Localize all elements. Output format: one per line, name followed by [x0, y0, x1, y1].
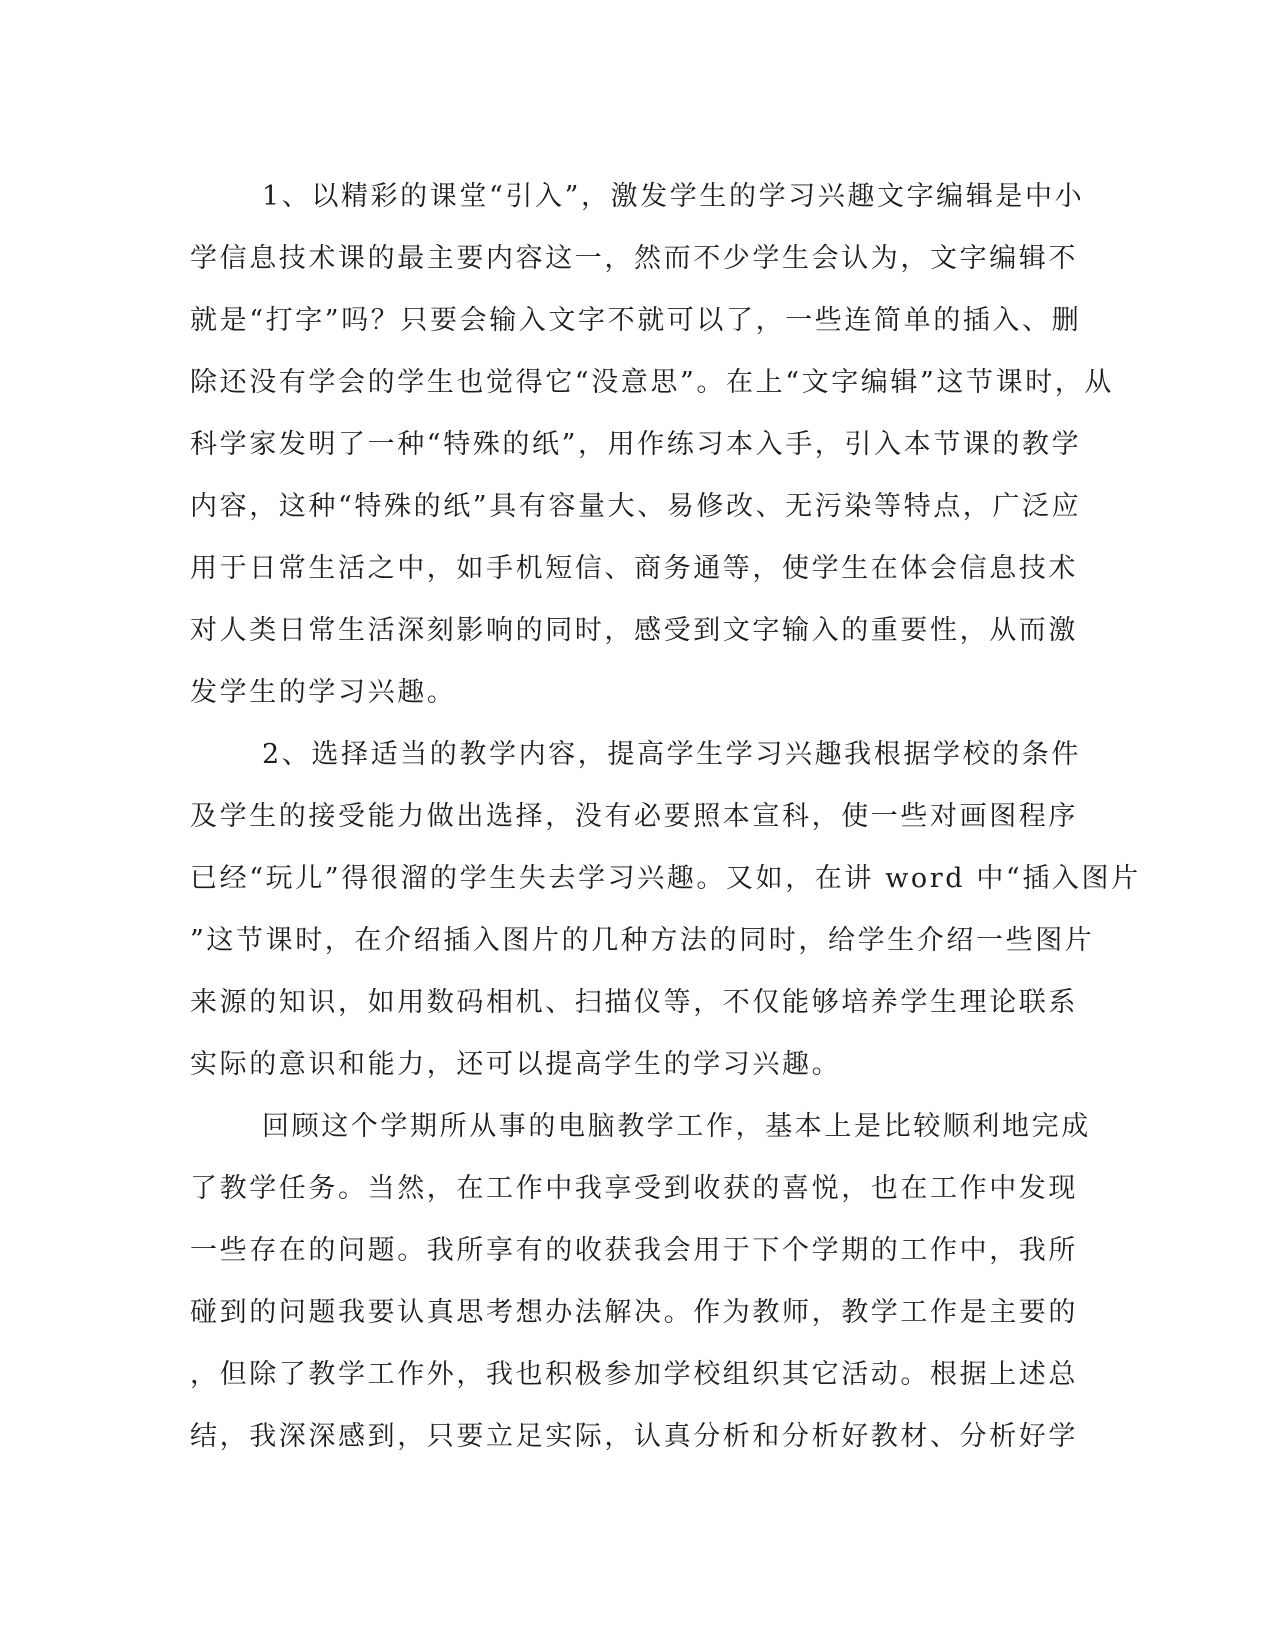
paragraph-1-line-5: 科学家发明了一种“特殊的纸”，用作练习本入手，引入本节课的教学 — [190, 429, 1082, 460]
paragraph-2-line-4: ”这节课时，在介绍插入图片的几种方法的同时，给学生介绍一些图片 — [190, 925, 1095, 956]
paragraph-2-line-1: 2、选择适当的教学内容，提高学生学习兴趣我根据学校的条件 — [262, 739, 1081, 770]
paragraph-1-line-2: 学信息技术课的最主要内容这一，然而不少学生会认为，文字编辑不 — [190, 243, 1078, 274]
paragraph-1-line-8: 对人类日常生活深刻影响的同时，感受到文字输入的重要性，从而激 — [190, 615, 1078, 646]
paragraph-1-line-3: 就是“打字”吗？只要会输入文字不就可以了，一些连简单的插入、删 — [190, 305, 1082, 336]
paragraph-3-line-5: ，但除了教学工作外，我也积极参加学校组织其它活动。根据上述总 — [190, 1359, 1078, 1390]
paragraph-2-line-2: 及学生的接受能力做出选择，没有必要照本宣科，使一些对画图程序 — [190, 801, 1078, 832]
paragraph-1-line-1: 1、以精彩的课堂“引入”，激发学生的学习兴趣文字编辑是中小 — [262, 181, 1085, 212]
paragraph-3-line-1: 回顾这个学期所从事的电脑教学工作，基本上是比较顺利地完成 — [262, 1111, 1091, 1142]
paragraph-3-line-6: 结，我深深感到，只要立足实际，认真分析和分析好教材、分析好学 — [190, 1421, 1078, 1452]
document-body — [190, 166, 1141, 1468]
paragraph-2-line-5: 来源的知识，如用数码相机、扫描仪等，不仅能够培养学生理论联系 — [190, 987, 1078, 1018]
paragraph-3-line-4: 碰到的问题我要认真思考想办法解决。作为教师，教学工作是主要的 — [190, 1297, 1078, 1328]
paragraph-2-line-6: 实际的意识和能力，还可以提高学生的学习兴趣。 — [190, 1049, 842, 1080]
paragraph-3-line-3: 一些存在的问题。我所享有的收获我会用于下个学期的工作中，我所 — [190, 1235, 1078, 1266]
paragraph-1-line-7: 用于日常生活之中，如手机短信、商务通等，使学生在体会信息技术 — [190, 553, 1078, 584]
paragraph-1-line-9: 发学生的学习兴趣。 — [190, 677, 457, 708]
paragraph-2-line-3: 已经“玩儿”得很溜的学生失去学习兴趣。又如，在讲 word 中“插入图片 — [190, 863, 1141, 894]
paragraph-1-line-4: 除还没有学会的学生也觉得它“没意思”。在上“文字编辑”这节课时，从 — [190, 367, 1115, 398]
paragraph-1-line-6: 内容，这种“特殊的纸”具有容量大、易修改、无污染等特点，广泛应 — [190, 491, 1082, 522]
paragraph-3-line-2: 了教学任务。当然，在工作中我享受到收获的喜悦，也在工作中发现 — [190, 1173, 1078, 1204]
